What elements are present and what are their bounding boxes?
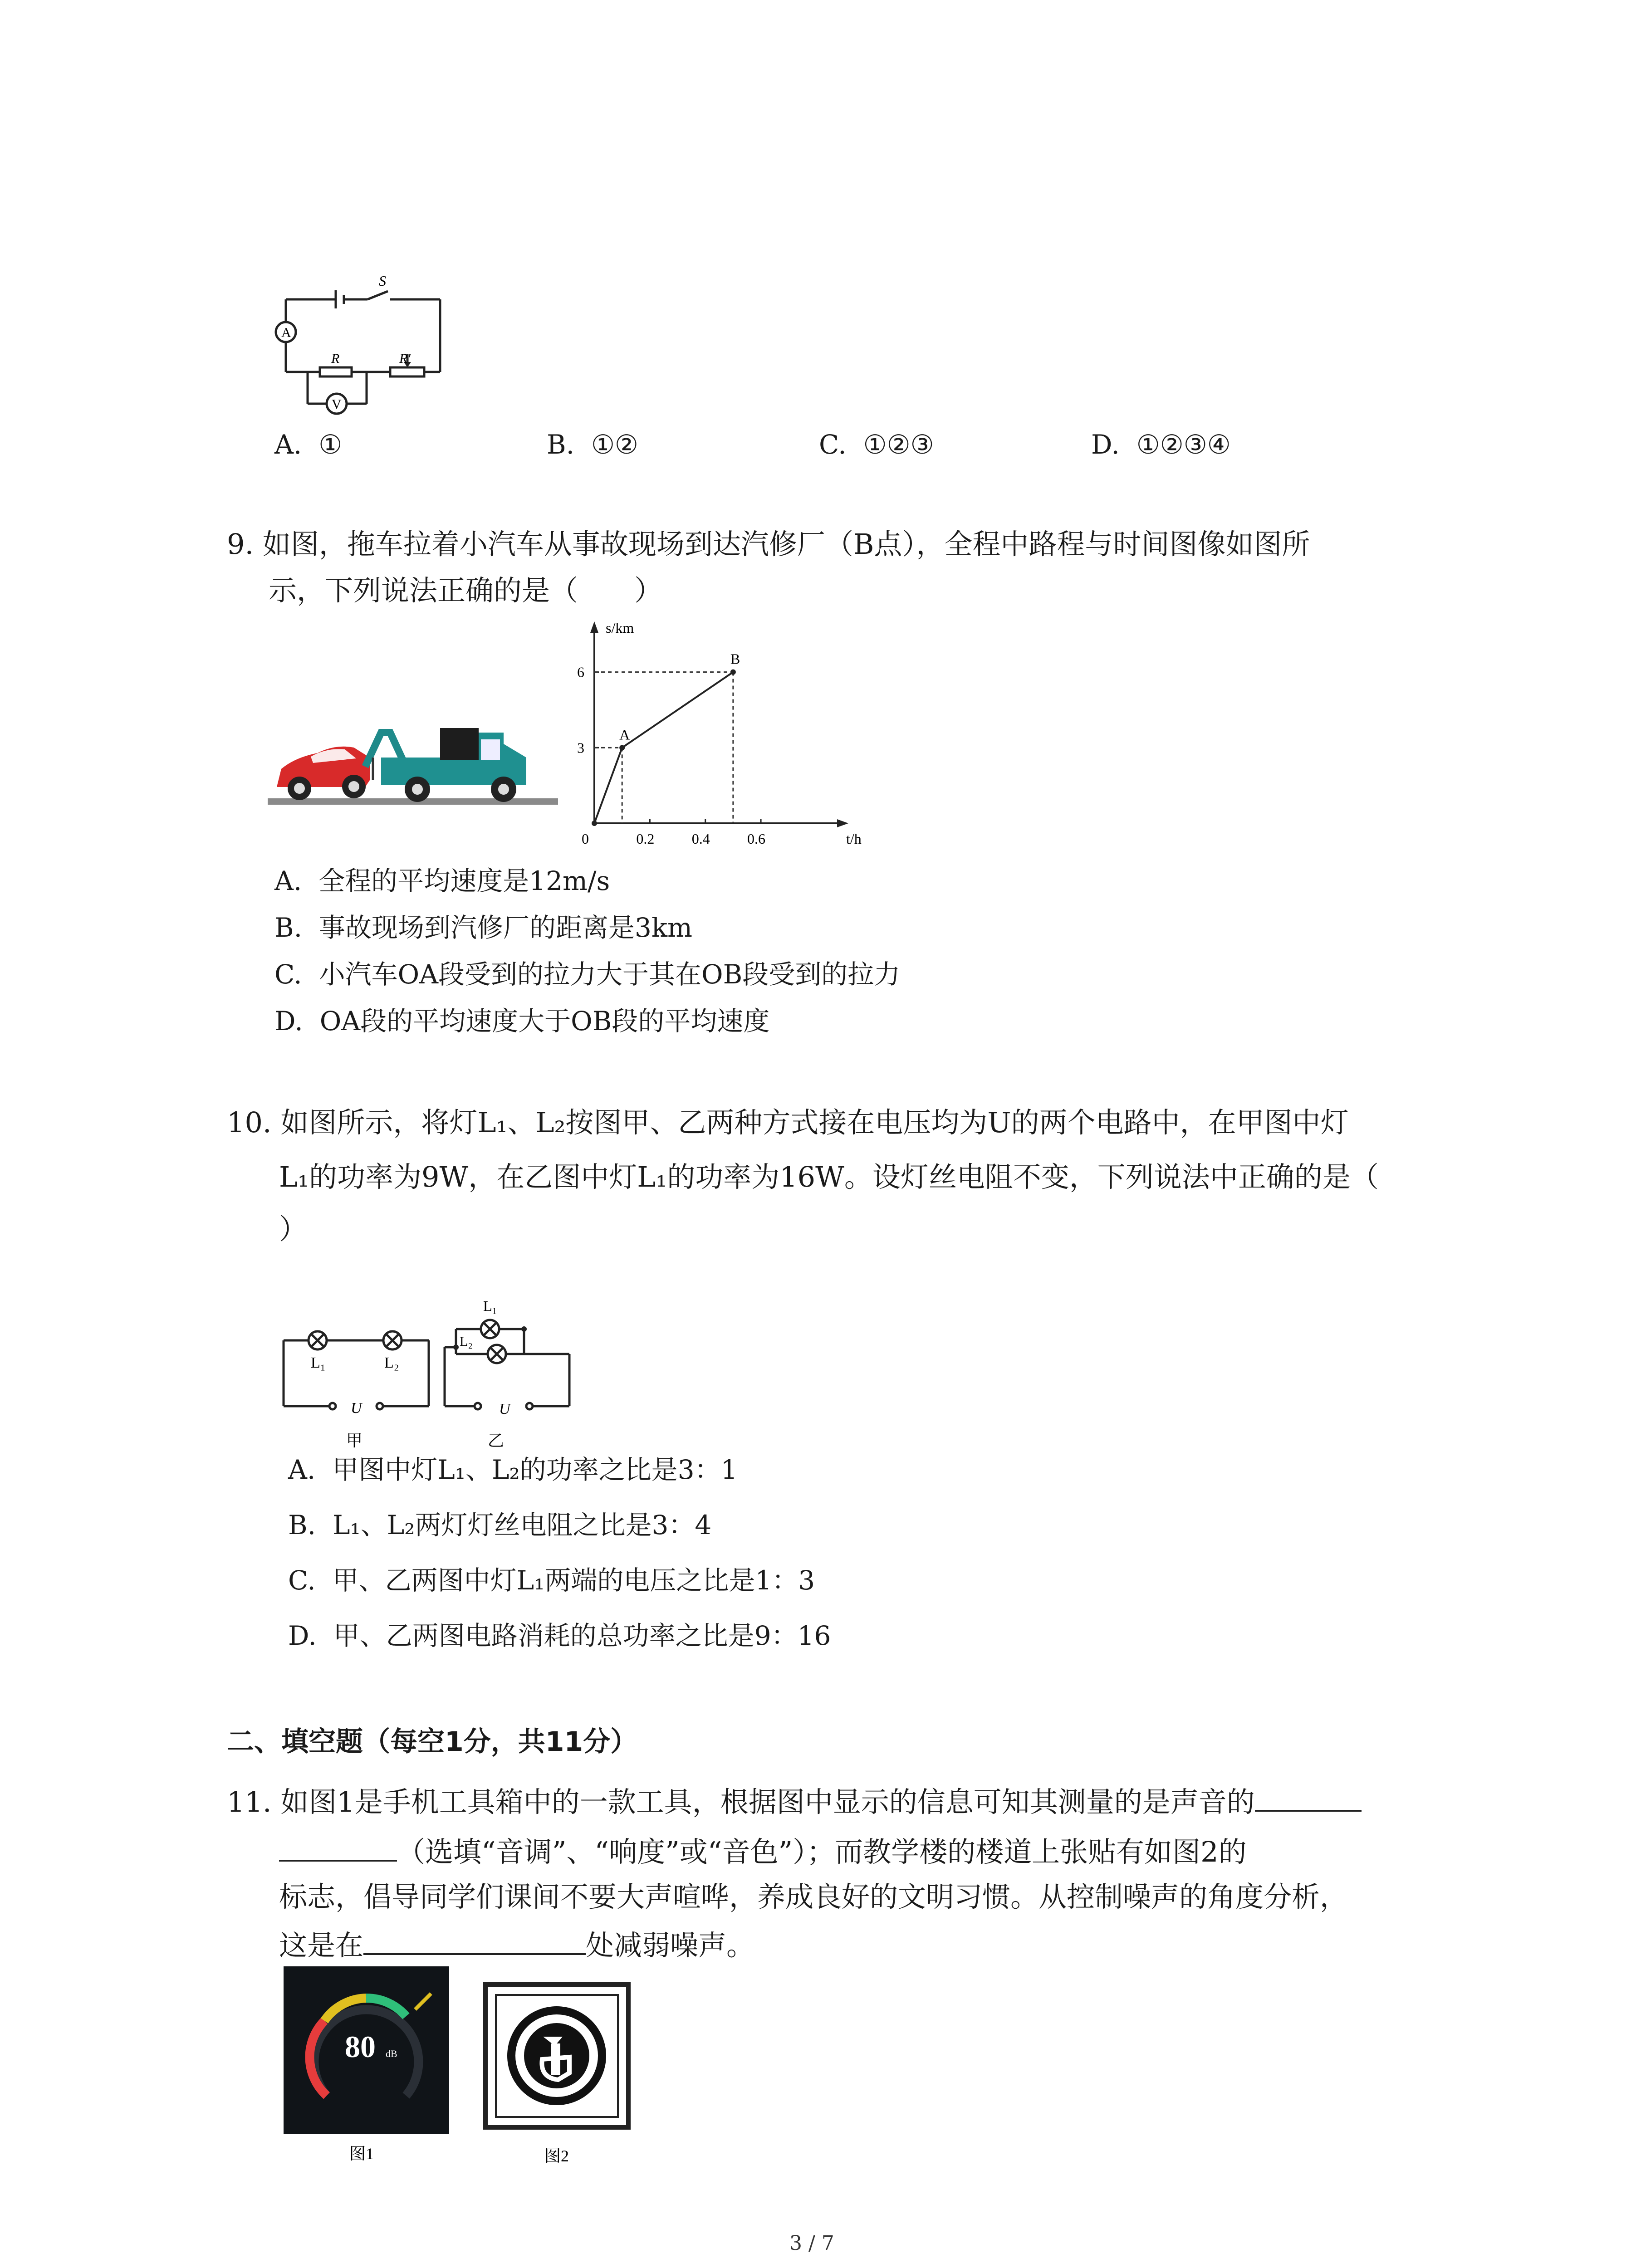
q11-line3 [279,1874,1348,1920]
x-axis-label: t/h [846,831,862,847]
answer-blank-1[interactable] [1255,1778,1362,1812]
option-text: ①②③④ [1136,429,1231,460]
question-number: 9. [227,528,254,561]
option-letter: B. [274,912,303,943]
q8-option-c [819,422,934,467]
circuit-jia-diagram [279,1318,433,1458]
option-letter: D. [1091,429,1120,460]
q9-option-c [274,952,900,997]
voltmeter-label: V [332,397,342,412]
q9-option-d [274,998,769,1044]
quiet-sign-figure [483,1982,631,2173]
jia-u-label: U [351,1400,362,1417]
fig1-value: 80 [345,2029,376,2064]
q10-option-c [288,1558,815,1603]
x-tick-label: 0 [582,831,589,847]
section-title: 二、填空题（每空1分，共11分） [227,1726,638,1758]
option-letter: D. [288,1620,317,1651]
q9-stem-line2 [269,568,662,613]
q11-line1 [227,1778,1362,1825]
fig2-caption: 图2 [544,2147,569,2165]
option-text: ①②③ [863,429,934,460]
ammeter-label: A [281,325,291,340]
x-tick-label: 0.6 [747,831,766,847]
option-text: L₁、L₂两灯灯丝电阻之比是3：4 [332,1510,712,1540]
y-tick-label: 3 [577,739,584,756]
q11-text-2: （选填“音调”、“响度”或“音色”）；而教学楼的楼道上张贴有如图2的 [397,1835,1247,1868]
fig1-caption: 图1 [349,2145,374,2163]
y-tick-label: 6 [577,664,584,680]
yi-u-label: U [499,1401,510,1418]
y-axis-arrow [590,621,598,633]
option-letter: C. [274,959,302,990]
q10-stem-line3 [279,1207,307,1252]
option-letter: C. [288,1565,316,1596]
page-number: 3 / 7 [789,2232,834,2255]
q10-stem-text-3: ） [279,1212,308,1246]
q9-option-a [274,858,610,904]
option-text: ① [318,429,343,460]
point-label-b: B [730,650,740,667]
q8-option-b [547,422,638,467]
point-label-a: A [619,726,630,743]
option-letter: D. [274,1006,303,1036]
q10-option-d [288,1613,831,1658]
option-letter: C. [819,429,847,460]
option-letter: A. [274,429,302,460]
y-axis-label: s/km [606,620,634,636]
x-tick-label: 0.4 [691,831,710,847]
tow-truck-illustration [268,689,558,816]
question-number: 10. [227,1106,272,1139]
option-text: 事故现场到汽修厂的距离是3km [318,912,692,943]
option-text: 小汽车OA段受到的拉力大于其在OB段受到的拉力 [318,959,901,990]
option-letter: A. [288,1454,316,1485]
q11-line2 [279,1828,1247,1875]
data-point [619,745,625,750]
circuit-yi-diagram [442,1295,574,1458]
q10-stem-text-2: L₁的功率为9W，在乙图中灯L₁的功率为16W。设灯丝电阻不变，下列说法中正确的是（ [279,1160,1379,1193]
q9-option-b [274,905,692,950]
q8-option-d [1091,422,1231,467]
option-letter: B. [547,429,575,460]
resistor-rp-label: R' [399,351,411,366]
q10-option-b [288,1502,711,1548]
question-number: 11. [227,1785,272,1818]
option-text: 甲、乙两图中灯L₁两端的电压之比是1：3 [332,1565,815,1596]
data-point [730,670,736,675]
data-point [592,821,597,826]
q11-text-3: 标志，倡导同学们课间不要大声喧哗，养成良好的文明习惯。从控制噪声的角度分析， [279,1880,1348,1913]
decibel-meter-figure [284,1966,449,2170]
q10-stem-line1 [227,1100,1349,1145]
q10-option-a [288,1447,738,1492]
q10-stem-line2 [279,1154,1379,1200]
x-axis-arrow [837,819,848,827]
answer-blank-1-cont[interactable] [279,1828,397,1862]
q11-text-4b: 处减弱噪声。 [586,1929,755,1962]
x-tick-label: 0.2 [636,831,655,847]
q8-circuit-diagram [268,272,458,426]
yi-caption: 乙 [488,1432,505,1450]
option-letter: B. [288,1510,316,1540]
option-text: 甲、乙两图电路消耗的总功率之比是9：16 [333,1620,831,1651]
yi-l2-label: L₂ [460,1334,473,1349]
jia-caption: 甲 [346,1432,363,1450]
q11-line4 [279,1921,754,1968]
switch-label: S [379,273,386,289]
q10-stem-text-1: 如图所示，将灯L₁、L₂按图甲、乙两种方式接在电压均为U的两个电路中，在甲图中灯 [280,1106,1349,1139]
option-text: 甲图中灯L₁、L₂的功率之比是3：1 [332,1454,738,1485]
q11-text-4a: 这是在 [279,1929,364,1962]
jia-l1-label: L₁ [311,1354,326,1371]
option-text: ①② [591,429,638,460]
q9-st-chart [558,620,862,848]
yi-l1-label: L₁ [483,1298,497,1314]
q8-option-a [274,422,342,467]
q9-stem-text-1: 如图，拖车拉着小汽车从事故现场到达汽修厂（B点），全程中路程与时间图像如图所 [262,528,1310,561]
option-text: OA段的平均速度大于OB段的平均速度 [319,1006,770,1036]
jia-l2-label: L₂ [384,1354,399,1371]
answer-blank-2[interactable] [363,1921,586,1955]
resistor-r-label: R [331,351,340,366]
option-text: 全程的平均速度是12m/s [318,865,610,896]
option-letter: A. [274,865,302,896]
q11-text-1: 如图1是手机工具箱中的一款工具，根据图中显示的信息可知其测量的是声音的 [280,1785,1255,1818]
q9-stem-line1 [227,522,1310,567]
q9-stem-text-2: 示，下列说法正确的是（ ） [269,574,663,607]
fig1-unit: dB [386,2048,397,2059]
